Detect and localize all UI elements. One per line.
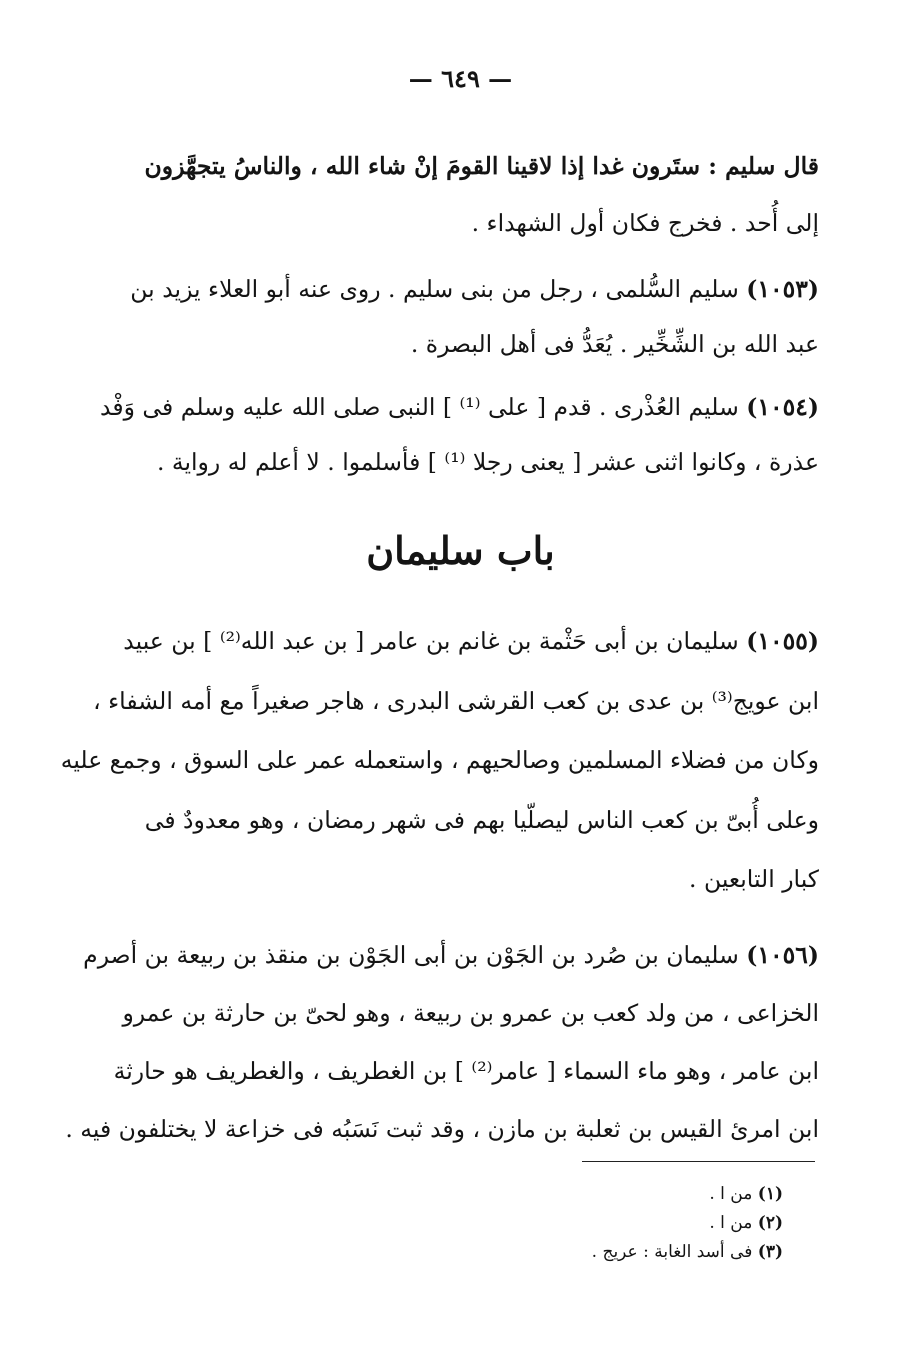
text-line: عذرة ، وكانوا اثنى عشر [ يعنى رجلا ⁽¹⁾ ] فأسلموا . لا أعلم له رواية . [156, 448, 819, 476]
entry-continuation [144, 138, 819, 252]
footnote-number: (٣) [757, 1242, 783, 1262]
text-line: إلى أُحد . فخرج فكان أول الشهداء . [471, 209, 819, 237]
entry-number: (١٠٥٥) [746, 627, 819, 655]
entry-1054 [100, 380, 819, 490]
entry-text: سليم السُّلمى ، رجل من بنى سليم . روى عنه أبو العلاء يزيد بن [130, 275, 739, 303]
section-heading: باب سليمان [366, 528, 555, 573]
entry-1053 [130, 262, 819, 372]
page-number: — ٦٤٩ — [408, 64, 513, 93]
text-line [123, 612, 819, 672]
text-line [83, 926, 819, 984]
text-line [130, 262, 819, 317]
entry-text: سليمان بن صُرد بن الجَوْن بن أبى الجَوْن بن منقذ بن ربيعة بن أصرم [83, 941, 739, 969]
footnote-text: من ا . [709, 1213, 753, 1233]
entry-lead: قال سليم : ستَرون غدا إذا لاقينا القومَ إنْ شاء الله ، والناسُ يتجهَّزون [144, 152, 819, 180]
entry-number: (١٠٥٤) [746, 393, 819, 421]
entry-text: سليمان بن أبى حَثْمة بن غانم بن عامر [ بن عبد الله⁽²⁾ ] بن عبيد [123, 627, 739, 655]
footnote-text: من ا . [709, 1184, 753, 1204]
footnote-text: فى أسد الغابة : عريج . [591, 1242, 753, 1262]
text-line: كبار التابعين . [689, 865, 819, 893]
footnote-number: (٢) [757, 1213, 783, 1233]
footnote-divider [582, 1161, 815, 1162]
entry-number: (١٠٥٦) [746, 941, 819, 969]
footnote-number: (١) [757, 1184, 783, 1204]
footnote [363, 1180, 783, 1209]
footnote [363, 1238, 783, 1267]
text-line: ابن عويج⁽³⁾ بن عدى بن كعب القرشى البدرى ، هاجر صغيراً مع أمه الشفاء ، [93, 686, 819, 715]
entry-1055 [60, 612, 819, 910]
footnote [363, 1209, 783, 1238]
text-line: ابن امرئ القيس بن ثعلبة بن مازن ، وقد ثبت نَسَبُه فى خزاعة لا يختلفون فيه . [65, 1115, 819, 1143]
text-line: عبد الله بن الشِّخِّير . يُعَدُّ فى أهل البصرة . [410, 330, 819, 358]
text-line: الخزاعى ، من ولد كعب بن عمرو بن ربيعة ، وهو لحىّ بن حارثة بن عمرو [122, 999, 819, 1027]
text-line [144, 138, 819, 195]
entry-number: (١٠٥٣) [746, 275, 819, 303]
entry-1056 [65, 926, 819, 1158]
text-line: وكان من فضلاء المسلمين وصالحيهم ، واستعمله عمر على السوق ، وجمع عليه [60, 746, 819, 774]
text-line: وعلى أُبىّ بن كعب الناس ليصلّيا بهم فى شهر رمضان ، وهو معدودٌ فى [144, 805, 819, 834]
entry-text: سليم العُذْرى . قدم [ على ⁽¹⁾ ] النبى صلى الله عليه وسلم فى وَفْد [100, 393, 739, 421]
text-line: ابن عامر ، وهو ماء السماء [ عامر⁽²⁾ ] بن الغطريف ، والغطريف هو حارثة [113, 1057, 819, 1085]
text-line [100, 380, 819, 435]
footnotes [363, 1180, 783, 1267]
